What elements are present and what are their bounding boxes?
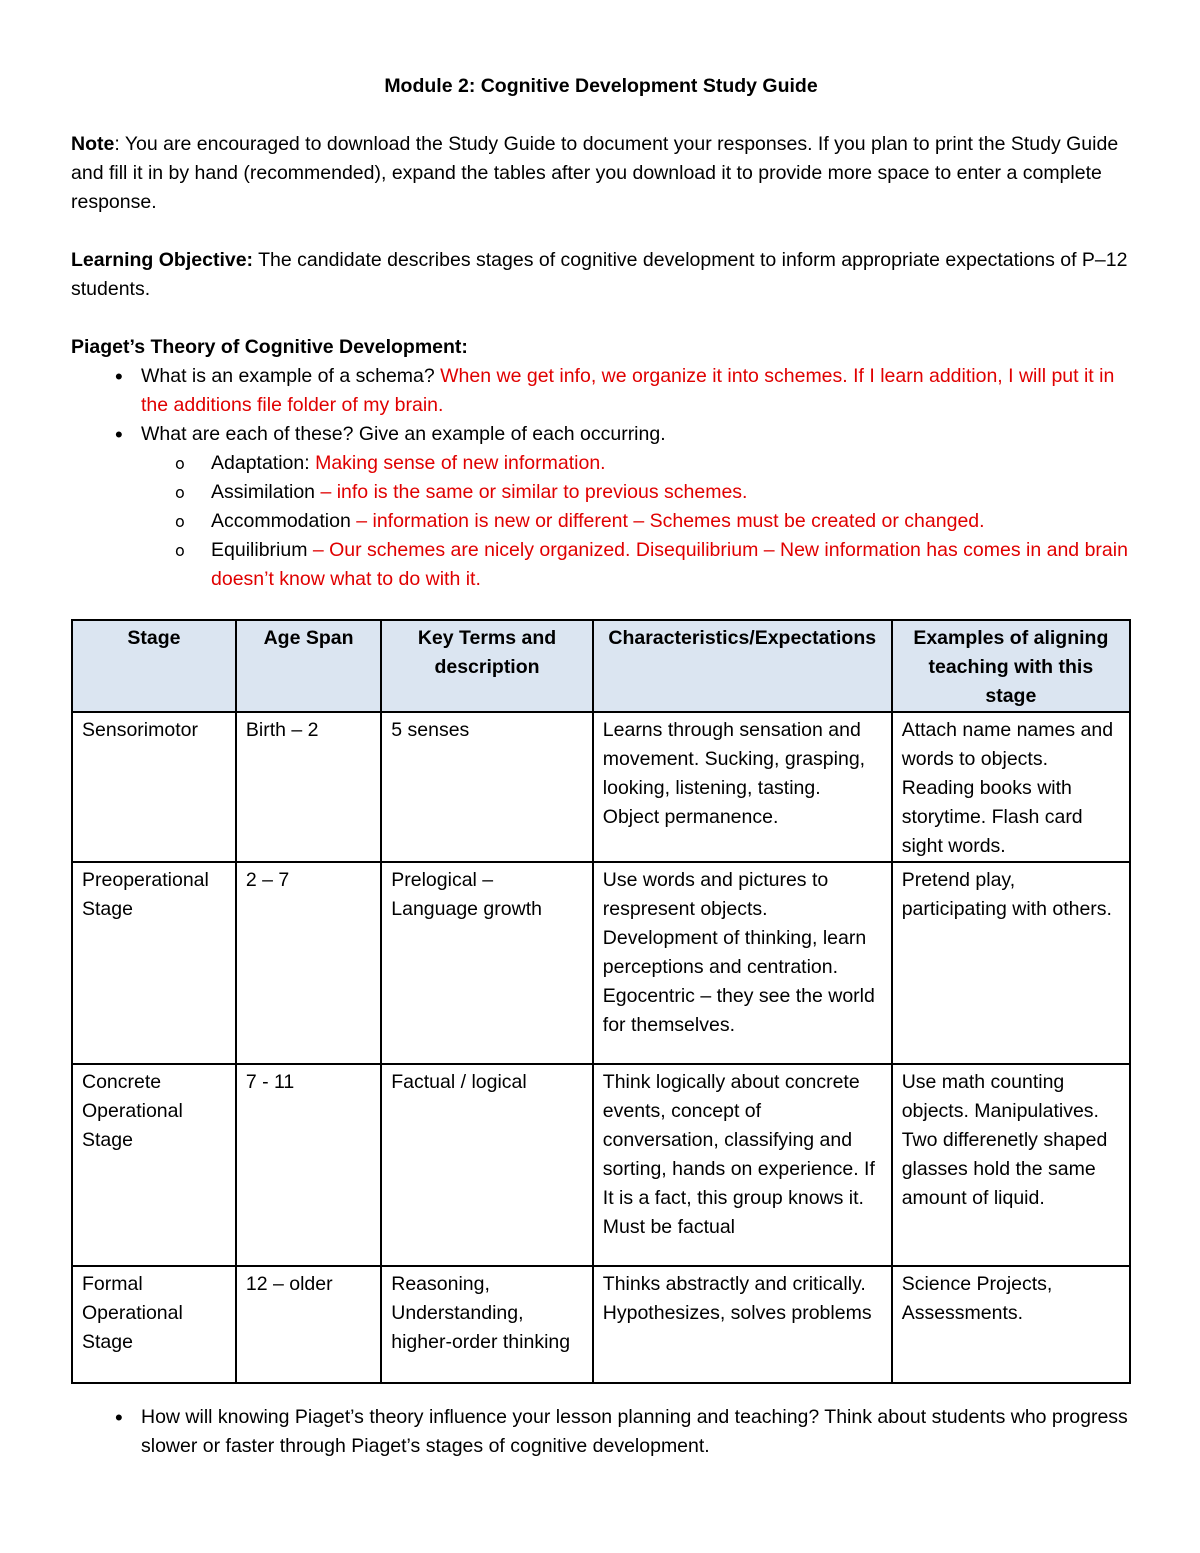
table-row	[72, 862, 1130, 1064]
cell-characteristics: Thinks abstractly and critically. Hypothesizes, solves problems	[593, 1266, 892, 1383]
table-row	[72, 1266, 1130, 1383]
note-label: Note	[71, 133, 115, 155]
term-label: Adaptation:	[211, 452, 316, 474]
cell-characteristics: Use words and pictures to respresent objects. Development of thinking, learn perceptions and centration. Egocentric – they see the world for themselves.	[593, 862, 892, 1064]
term-item	[71, 536, 1131, 594]
question-schema	[71, 362, 1131, 420]
term-answer: – information is new or different – Schemes must be created or changed.	[356, 510, 985, 532]
answer-text: When we get info, we organize it into schemes. If I learn addition, I will put it in the additions file folder of my brain.	[141, 365, 1115, 416]
objective-label: Learning Objective:	[71, 249, 254, 271]
section-heading: Piaget’s Theory of Cognitive Development:	[71, 336, 468, 358]
cell-examples: Use math counting objects. Manipulatives. Two differenetly shaped glasses hold the same amount of liquid.	[892, 1064, 1130, 1266]
question-list	[71, 362, 1131, 594]
header-key-terms: Key Terms and description	[381, 620, 593, 712]
term-label: Equilibrium	[211, 539, 313, 561]
final-question-list	[71, 1403, 1131, 1461]
cell-stage: Formal Operational Stage	[72, 1266, 236, 1383]
term-item	[71, 507, 1131, 536]
header-characteristics: Characteristics/Expectations	[593, 620, 892, 712]
term-label: Assimilation	[211, 481, 321, 503]
cell-key-terms: 5 senses	[381, 712, 593, 862]
cell-age-span: 12 – older	[236, 1266, 381, 1383]
term-item	[71, 478, 1131, 507]
cell-examples: Attach name names and words to objects. Reading books with storytime. Flash card sight words.	[892, 712, 1130, 862]
cell-examples: Pretend play, participating with others.	[892, 862, 1130, 1064]
cell-characteristics: Think logically about concrete events, concept of conversation, classifying and sorting, hands on experience. If It is a fact, this group knows it. Must be factual	[593, 1064, 892, 1266]
table-row	[72, 712, 1130, 862]
cell-age-span: Birth – 2	[236, 712, 381, 862]
term-label: Accommodation	[211, 510, 357, 532]
note-paragraph	[71, 130, 1131, 217]
cell-key-terms: Prelogical – Language growth	[381, 862, 593, 1064]
header-examples: Examples of aligning teaching with this stage	[892, 620, 1130, 712]
table-header-row	[72, 620, 1130, 712]
header-stage: Stage	[72, 620, 236, 712]
page-title: Module 2: Cognitive Development Study Guide	[384, 75, 818, 97]
cell-key-terms: Reasoning, Understanding, higher-order thinking	[381, 1266, 593, 1383]
term-answer: Making sense of new information.	[315, 452, 606, 474]
objective-paragraph	[71, 246, 1131, 304]
term-list	[141, 449, 1131, 594]
cell-examples: Science Projects, Assessments.	[892, 1266, 1130, 1383]
cell-age-span: 7 - 11	[236, 1064, 381, 1266]
question-terms	[71, 420, 1131, 594]
document-body	[71, 72, 1131, 594]
question-text: What are each of these? Give an example of each occurring.	[141, 423, 666, 445]
header-age-span: Age Span	[236, 620, 381, 712]
question-text: What is an example of a schema?	[141, 365, 441, 387]
note-text: : You are encouraged to download the Study Guide to document your responses. If you plan to print the Study Guide and fill it in by hand (recommended), expand the tables after you download it to provide more space to enter a complete response.	[71, 133, 1119, 213]
final-question-block	[71, 1403, 1131, 1461]
table-row	[72, 1064, 1130, 1266]
final-question: • How will knowing Piaget’s theory influence your lesson planning and teaching? Think about students who progress slower or faster through Piaget’s stages of cognitive development.	[71, 1403, 1131, 1461]
term-item	[71, 449, 1131, 478]
cell-stage: Sensorimotor	[72, 712, 236, 862]
term-answer: – Our schemes are nicely organized. Disequilibrium – New information has comes in and brain doesn’t know what to do with it.	[211, 539, 1128, 590]
stages-table	[71, 619, 1131, 1384]
term-answer: – info is the same or similar to previous schemes.	[320, 481, 748, 503]
cell-key-terms: Factual / logical	[381, 1064, 593, 1266]
cell-stage: Preoperational Stage	[72, 862, 236, 1064]
cell-stage: Concrete Operational Stage	[72, 1064, 236, 1266]
objective-text: The candidate describes stages of cognitive development to inform appropriate expectations of P–12 students.	[71, 249, 1128, 300]
cell-characteristics: Learns through sensation and movement. Sucking, grasping, looking, listening, tasting. Object permanence.	[593, 712, 892, 862]
cell-age-span: 2 – 7	[236, 862, 381, 1064]
